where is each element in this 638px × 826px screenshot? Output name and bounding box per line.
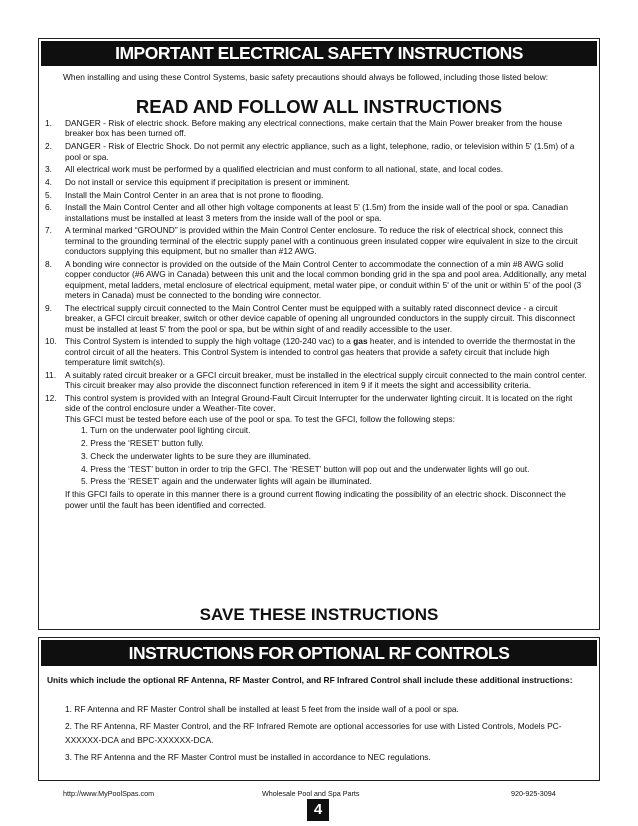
list-item: 10. This Control System is intended to supply the high voltage (120-240 vac) to a gas heater, and is intended to override the thermostat in the control circuit of all the heaters. This Control System is intended to control gas heaters that provide a safety circuit that include high temperature limit switch(s). bbox=[45, 336, 576, 368]
gfci-step: 1. Turn on the underwater pool lighting circuit. bbox=[81, 425, 251, 436]
save-heading: SAVE THESE INSTRUCTIONS bbox=[199, 605, 439, 624]
rf-list bbox=[65, 703, 589, 768]
list-item: 3. All electrical work must be performed by a qualified electrician and must conform to all national, state, and local codes. bbox=[45, 164, 504, 175]
safety-list bbox=[45, 118, 589, 512]
list-item: 2. DANGER - Risk of Electric Shock. Do not permit any electric appliance, such as a light, telephone, radio, or television within 5' (1.5m) of a pool or spa. bbox=[45, 141, 575, 162]
gfci-steps bbox=[65, 425, 589, 487]
list-item: 7. A terminal marked “GROUND” is provided within the Main Control Center enclosure. To reduce the risk of electrical shock, connect this terminal to the grounding terminal of the electric supply panel with a continuous green insulated copper wire equivalent in size to the circuit conductors supplying this equipment, but no smaller than #12 AWG. bbox=[45, 225, 578, 257]
list-item: 5. Install the Main Control Center in an area that is not prone to flooding. bbox=[45, 189, 324, 200]
gfci-fail: If this GFCI fails to operate in this manner there is a ground current flowing indicating the possibility of an electric shock. Disconnect the power until the fault has been identified and corrected. bbox=[65, 489, 566, 510]
list-item: 8. A bonding wire connector is provided on the outside of the Main Control Center to accommodate the connection of a min #8 AWG solid copper conductor (#6 AWG in Canada) between this unit and the local common bonding grid in the spa and pool area. Additionally, any metal equipment, metal ladders, metal enclosure of electrical equipment, metal water pipe, or conduit within 5' of the unit or within 5' of the pool (3 meters in Canada) must be connected to the bonding wire connector. bbox=[45, 258, 587, 301]
safety-section bbox=[38, 38, 600, 630]
page-number: 4 bbox=[307, 799, 329, 821]
list-item: 4. Do not install or service this equipment if precipitation is present or imminent. bbox=[45, 176, 350, 187]
rf-intro: Units which include the optional RF Antenna, RF Master Control, and RF Infrared Control shall include these additional instructions: bbox=[47, 675, 573, 685]
gfci-lead: This GFCI must be tested before each use of the pool or spa. To test the GFCI, follow the following steps: bbox=[65, 413, 455, 424]
gfci-step: 3. Check the underwater lights to be sure they are illuminated. bbox=[81, 450, 311, 461]
list-item: 1. RF Antenna and RF Master Control shall be installed at least 5 feet from the inside wall of a pool or spa. bbox=[65, 704, 459, 714]
gfci-step: 4. Press the ‘TEST’ button in order to trip the GFCI. The ‘RESET’ button will pop out and the underwater lights will go out. bbox=[81, 463, 530, 474]
list-item: 11. A suitably rated circuit breaker or a GFCI circuit breaker, must be installed in the electrical supply circuit connected to the main control center. This circuit breaker may also provide the disconnect function referenced in item 9 if it meets the sight and accessibility criteria. bbox=[45, 369, 587, 391]
gfci-step: 5. Press the ‘RESET’ again and the underwater lights will again be illuminated. bbox=[81, 476, 372, 487]
list-item: 3. The RF Antenna and the RF Master Control must be installed in accordance to NEC regulations. bbox=[65, 751, 431, 762]
list-item: 1. DANGER - Risk of electric shock. Before making any electrical connections, make certain that the Main Power breaker from the house breaker box has been turned off. bbox=[45, 118, 563, 139]
safety-intro: When installing and using these Control Systems, basic safety precautions should always be followed, including those listed below: bbox=[63, 72, 549, 82]
list-item: 9. The electrical supply circuit connected to the Main Control Center must be equipped with a suitably rated disconnect device - a circuit breaker, a GFCI circuit breaker, switch or other device capable of opening all ungrounded conductors in the supply circuit. This disconnect must be installed at least 5' from the pool or spa, but be within sight of and readily accessible to the user. bbox=[45, 302, 576, 334]
rf-section bbox=[38, 637, 600, 781]
list-item: 2. The RF Antenna, RF Master Control, and the RF Infrared Remote are optional accessories for use with Listed Controls, Models PC-XXXXXX-DCA and BPC-XXXXXX-DCA. bbox=[65, 721, 562, 745]
footer-phone: 920-925-3094 bbox=[511, 789, 556, 798]
read-follow-heading: READ AND FOLLOW ALL INSTRUCTIONS bbox=[135, 96, 503, 117]
footer-company: Wholesale Pool and Spa Parts bbox=[262, 789, 360, 798]
list-item: 12. This control system is provided with an Integral Ground-Fault Circuit Interrupter for the underwater lighting circuit. It is located on the right side of the control enclosure under a Weather-Tite cover. This GFCI must be tested before each use of the pool or spa. To test the GFCI, follow the following steps: 1. Turn on the underwater pool lighting circuit. 2. Press the ‘RESET’ button fully. 3. Check the underwater lights to be sure they are illuminated. 4. Press the ‘TEST’ button in order to trip the GFCI. The ‘RESET’ button will pop out and the underwater lights will go out. 5. Press the ‘RESET’ again and the underwater lights will again be illuminated. If this GFCI fails to operate in this manner there is a ground current flowing indicating the possibility of an electric shock. Disconnect the power until the fault has been identified and corrected. bbox=[45, 393, 589, 510]
gfci-step: 2. Press the ‘RESET’ button fully. bbox=[81, 438, 204, 449]
footer-url: http://www.MyPoolSpas.com bbox=[63, 789, 155, 798]
safety-header: IMPORTANT ELECTRICAL SAFETY INSTRUCTIONS bbox=[41, 41, 597, 66]
list-item: 6. Install the Main Control Center and all other high voltage components at least 5' (1.5m) from the inside wall of the pool or spa. Canadian installations must be installed at least 3 meters from the inside wall of the pool or spa. bbox=[45, 202, 568, 223]
rf-header: INSTRUCTIONS FOR OPTIONAL RF CONTROLS bbox=[41, 640, 597, 666]
